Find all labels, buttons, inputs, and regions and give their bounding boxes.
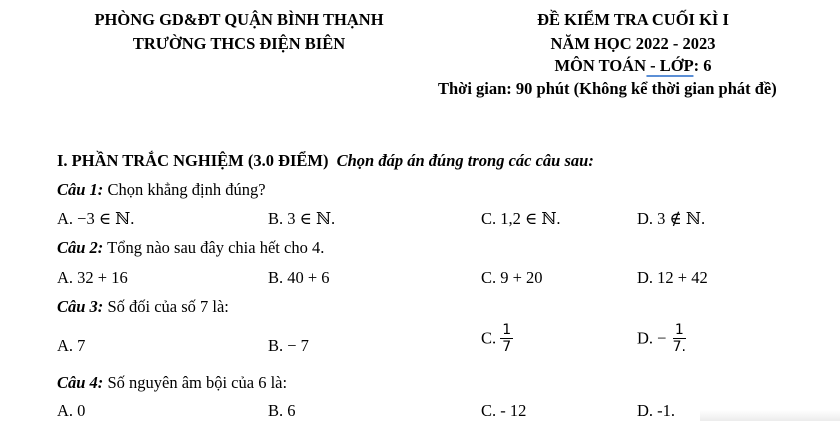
question-4 [57,373,287,393]
q2-option-c: C. 9 + 20 [481,268,543,287]
q3-option-c-fraction [500,322,513,355]
page-edge-shadow [700,410,840,421]
question-text: Số nguyên âm bội của 6 là: [103,373,288,392]
q4-option-d: D. -1. [637,401,676,420]
q4-option-c: C. - 12 [481,401,527,420]
department-name: PHÒNG GD&ĐT QUẬN BÌNH THẠNH [94,10,384,29]
subject-label: MÔN TOÁN [554,56,646,75]
fraction-numerator: 1 [502,322,512,338]
question-label: Câu 4: [57,373,104,392]
fraction-denominator: 7. [672,339,686,355]
question-label: Câu 3: [57,297,104,316]
q4-option-b: B. 6 [268,401,296,420]
grade-value: : 6 [693,56,712,75]
time-allowed: Thời gian: 90 phút (Không kể thời gian phát đề) [438,79,777,98]
school-year: NĂM HỌC 2022 - 2023 [550,34,716,53]
q1-option-a: A. −3 ∈ ℕ. [57,209,135,228]
school-name: TRƯỜNG THCS ĐIỆN BIÊN [132,34,346,53]
fraction-denominator: 7 [502,339,512,355]
q3-option-b: B. − 7 [268,336,309,355]
fraction-numerator: 1 [674,322,684,338]
q4-option-a: A. 0 [57,401,86,420]
section-title: I. PHẦN TRẮC NGHIỆM (3.0 ĐIỂM) [57,151,329,170]
question-2 [57,238,324,258]
q3-option-d-letter: D. − [637,328,667,348]
question-text: Số đối của số 7 là: [103,297,229,316]
section-instruction: Chọn đáp án đúng trong các câu sau: [336,151,594,170]
q2-option-a: A. 32 + 16 [57,268,128,287]
q3-option-a: A. 7 [57,336,86,355]
question-text: Chọn khẳng định đúng? [103,180,266,199]
q3-option-c-letter: C. [481,328,497,348]
question-1 [57,180,266,200]
q2-option-d: D. 12 + 42 [637,268,708,287]
q3-option-d-fraction [671,322,688,355]
q3-option-d [637,322,688,355]
section-heading [57,151,594,171]
q3-option-c [481,322,513,355]
subject-line [554,56,711,76]
question-text: Tổng nào sau đây chia hết cho 4. [103,238,325,257]
question-3 [57,297,229,317]
question-label: Câu 2: [57,238,104,257]
grade-label: LỚP [659,56,694,75]
q1-option-d: D. 3 ∉ ℕ. [637,209,706,228]
question-label: Câu 1: [57,180,104,199]
q2-option-b: B. 40 + 6 [268,268,330,287]
subject-separator: - [645,56,660,75]
q1-option-c: C. 1,2 ∈ ℕ. [481,209,561,228]
exam-title: ĐỀ KIỂM TRA CUỐI KÌ I [537,10,729,29]
q1-option-b: B. 3 ∈ ℕ. [268,209,336,228]
